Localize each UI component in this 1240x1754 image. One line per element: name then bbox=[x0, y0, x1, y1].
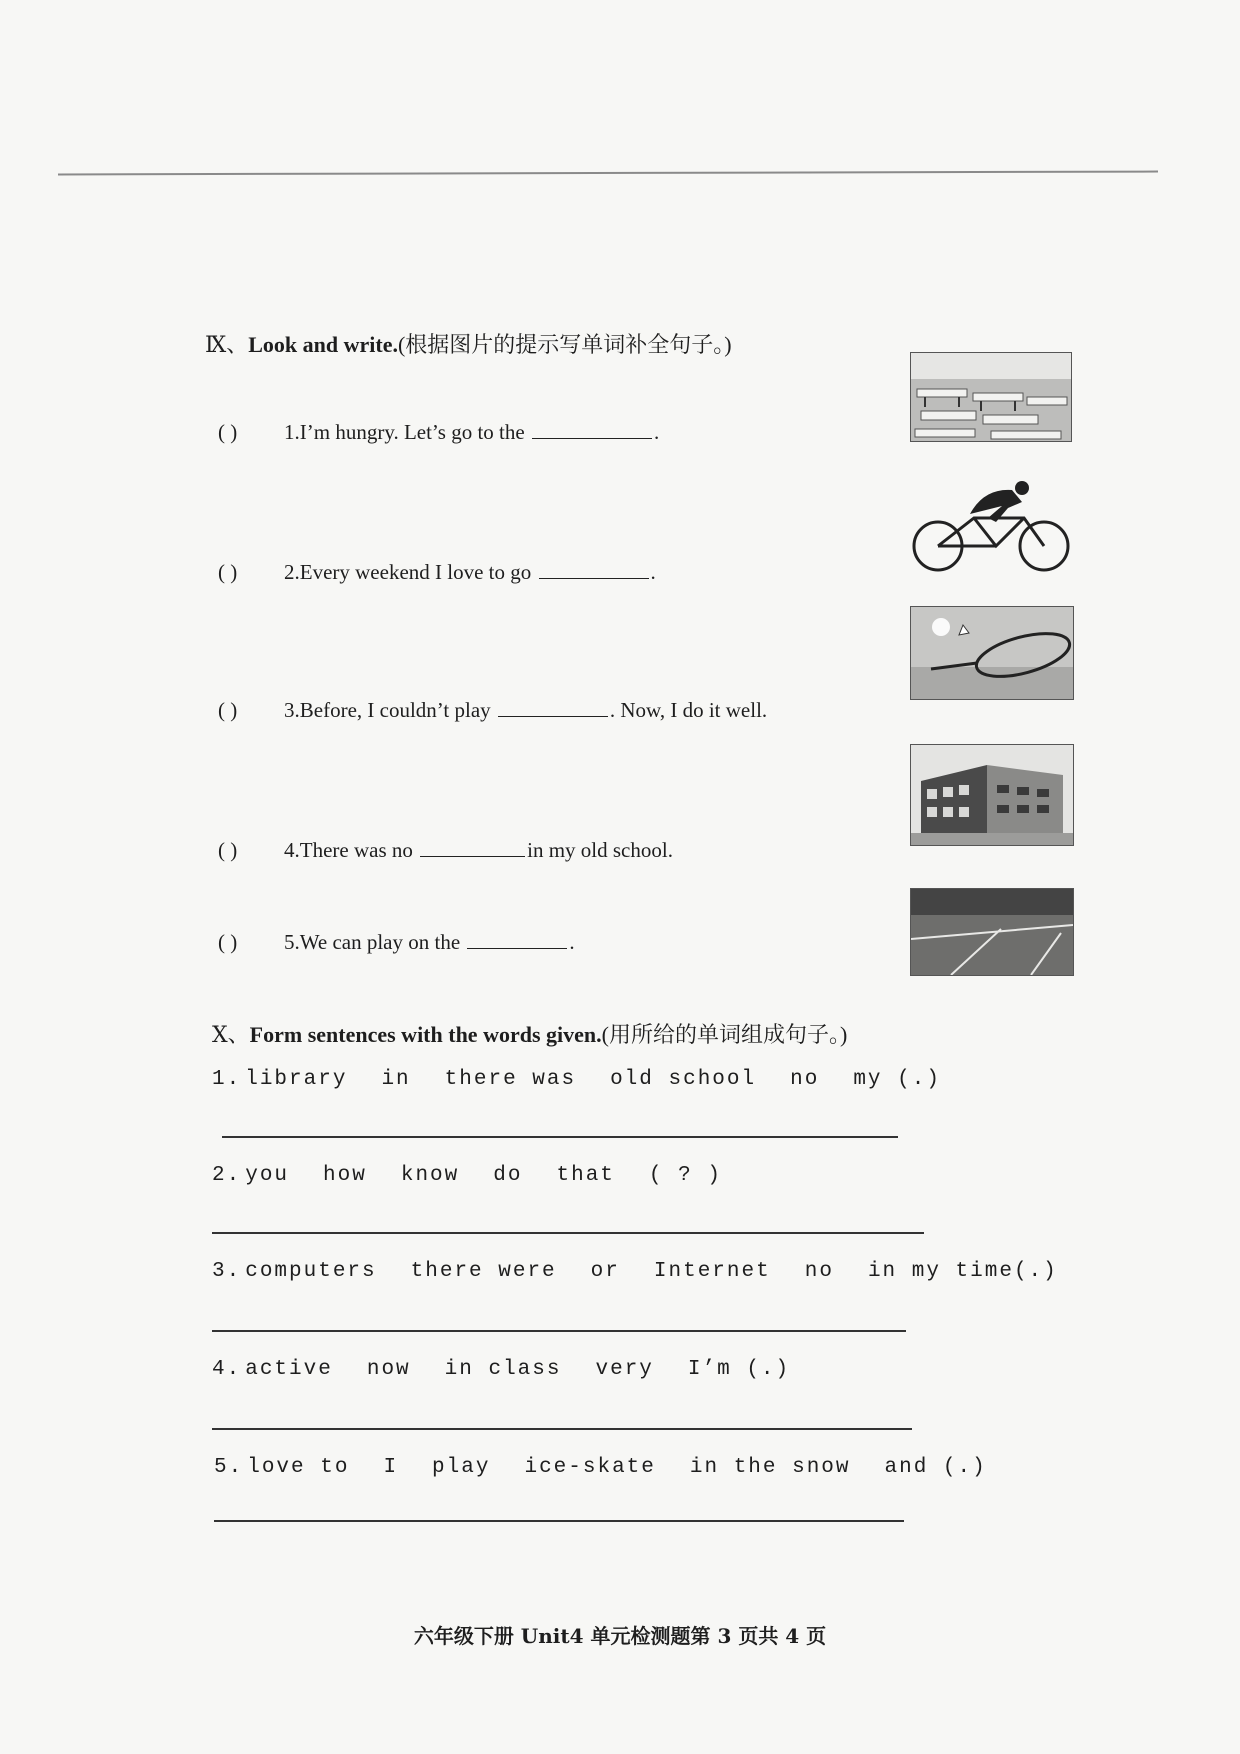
canteen-picture bbox=[910, 352, 1072, 442]
canteen-icon bbox=[911, 353, 1071, 441]
answer-blank[interactable] bbox=[539, 560, 649, 579]
badminton-icon bbox=[911, 607, 1073, 699]
look-write-question-1 bbox=[218, 420, 659, 445]
section-10-title-en: Form sentences with the words given. bbox=[249, 1022, 602, 1047]
question-text: 3.Before, I couldn’t play bbox=[284, 698, 491, 722]
given-word: in the snow bbox=[689, 1456, 851, 1479]
given-word: no bbox=[804, 1260, 834, 1283]
given-word: ( ? ) bbox=[648, 1164, 722, 1187]
question-text-end: . Now, I do it well. bbox=[609, 698, 768, 722]
answer-blank[interactable] bbox=[498, 698, 608, 717]
answer-line-3[interactable] bbox=[212, 1330, 906, 1332]
question-text: 4.There was no bbox=[284, 838, 413, 862]
building-picture bbox=[910, 744, 1074, 846]
given-word: you bbox=[245, 1164, 290, 1187]
item-number: 1. bbox=[212, 1068, 242, 1091]
item-number: 4. bbox=[212, 1358, 242, 1381]
cycling-picture bbox=[904, 478, 1076, 574]
form-sentence-4 bbox=[212, 1358, 824, 1381]
building-icon bbox=[911, 745, 1073, 845]
badminton-picture bbox=[910, 606, 1074, 700]
answer-line-4[interactable] bbox=[212, 1428, 912, 1430]
given-word: there was bbox=[444, 1068, 577, 1091]
answer-paren[interactable]: ( ) bbox=[218, 698, 238, 722]
question-text: 1.I’m hungry. Let’s go to the bbox=[284, 420, 525, 444]
answer-line-2[interactable] bbox=[212, 1232, 924, 1234]
item-number: 2. bbox=[212, 1164, 242, 1187]
question-text: 5.We can play on the bbox=[284, 930, 461, 954]
cycling-icon bbox=[904, 478, 1076, 574]
section-10-title-cn: (用所给的单词组成句子。) bbox=[601, 1022, 848, 1047]
answer-paren[interactable]: ( ) bbox=[218, 420, 238, 444]
look-write-question-4 bbox=[218, 838, 673, 863]
given-word: there were bbox=[410, 1260, 557, 1283]
question-text-end: . bbox=[653, 420, 660, 444]
given-word: very bbox=[595, 1358, 654, 1381]
look-write-question-2 bbox=[218, 560, 656, 585]
given-word: no bbox=[790, 1068, 820, 1091]
given-word: and (.) bbox=[884, 1456, 987, 1479]
given-word: or bbox=[590, 1260, 620, 1283]
question-text-end: in my old school. bbox=[527, 838, 673, 862]
field-picture bbox=[910, 888, 1074, 976]
answer-blank[interactable] bbox=[420, 838, 525, 857]
given-word: love to bbox=[247, 1456, 350, 1479]
field-icon bbox=[911, 889, 1073, 975]
answer-blank[interactable] bbox=[532, 420, 652, 439]
form-sentence-2 bbox=[212, 1164, 756, 1187]
given-word: active bbox=[245, 1358, 333, 1381]
given-word: old school bbox=[610, 1068, 757, 1091]
look-write-question-5 bbox=[218, 930, 575, 955]
given-word: that bbox=[556, 1164, 615, 1187]
given-word: how bbox=[323, 1164, 367, 1187]
given-word: now bbox=[366, 1358, 411, 1381]
page-footer: 六年级下册 Unit4 单元检测题第 3 页共 4 页 bbox=[413, 1624, 827, 1648]
form-sentence-5 bbox=[214, 1456, 987, 1479]
given-word: play bbox=[432, 1456, 491, 1479]
given-word: know bbox=[400, 1164, 460, 1187]
top-rule bbox=[58, 171, 1158, 176]
form-sentence-3 bbox=[212, 1260, 1058, 1283]
given-word: Internet bbox=[653, 1260, 771, 1283]
question-text-end: . bbox=[569, 930, 575, 954]
given-word: my (.) bbox=[853, 1068, 941, 1091]
question-text: 2.Every weekend I love to go bbox=[284, 560, 532, 584]
answer-line-5[interactable] bbox=[214, 1520, 904, 1522]
given-word: I’m (.) bbox=[687, 1358, 791, 1381]
answer-blank[interactable] bbox=[467, 930, 567, 949]
given-word: I bbox=[383, 1456, 399, 1479]
given-word: in class bbox=[444, 1358, 562, 1381]
section-10-heading bbox=[212, 1018, 847, 1049]
section-9-title-en: Look and write. bbox=[248, 332, 398, 357]
question-text-end: . bbox=[650, 560, 656, 584]
section-9-title-cn: (根据图片的提示写单词补全句子。) bbox=[397, 332, 732, 357]
given-word: in my time(.) bbox=[867, 1260, 1058, 1283]
answer-paren[interactable]: ( ) bbox=[218, 560, 238, 584]
answer-paren[interactable]: ( ) bbox=[218, 930, 238, 954]
given-word: ice-skate bbox=[524, 1456, 656, 1479]
section-9-number: Ⅸ、 bbox=[205, 333, 249, 358]
given-word: library bbox=[245, 1068, 348, 1091]
given-word: computers bbox=[245, 1260, 377, 1283]
look-write-question-3 bbox=[218, 698, 767, 723]
section-10-number: Ⅹ、 bbox=[212, 1023, 250, 1048]
given-word: do bbox=[493, 1164, 523, 1187]
section-9-heading bbox=[205, 328, 732, 359]
answer-paren[interactable]: ( ) bbox=[218, 838, 238, 862]
item-number: 5. bbox=[214, 1456, 244, 1479]
form-sentence-1 bbox=[212, 1068, 975, 1091]
answer-line-1[interactable] bbox=[222, 1136, 898, 1138]
given-word: in bbox=[381, 1068, 411, 1091]
item-number: 3. bbox=[212, 1260, 242, 1283]
